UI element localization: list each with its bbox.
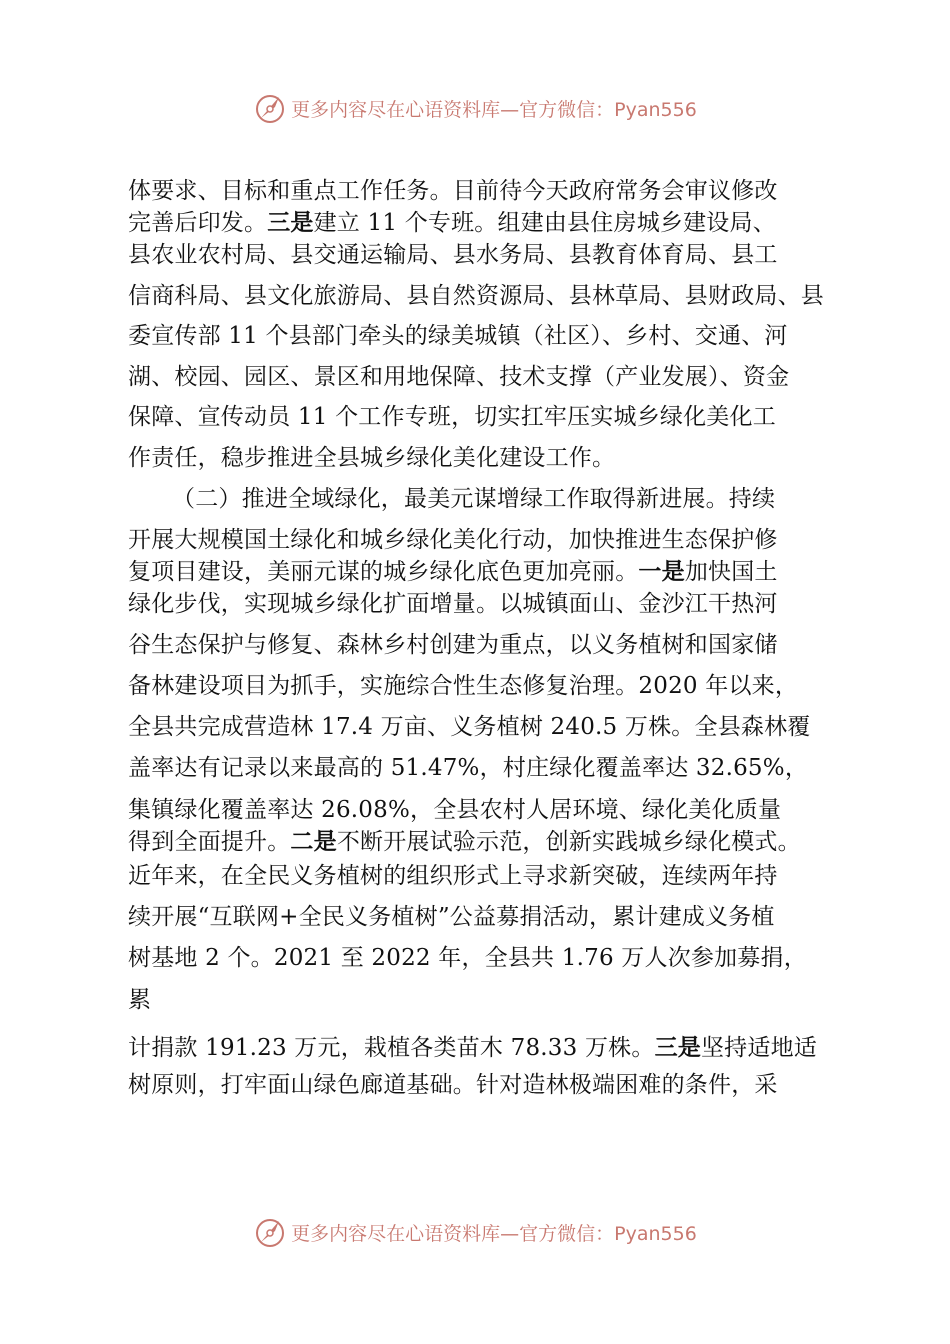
header-watermark xyxy=(0,88,950,128)
text-line: 开展大规模国土绿化和城乡绿化美化行动，加快推进生态保护修 xyxy=(128,527,778,553)
footer-watermark xyxy=(0,1212,950,1252)
section-heading-line: （二）推进全域绿化，最美元谋增绿工作取得新进展。持续 xyxy=(172,486,776,512)
feather-pen-logo-icon xyxy=(253,91,287,125)
footer-watermark-text: 更多内容尽在心语资料库—官方微信：Pyan556 xyxy=(291,1222,697,1245)
text-line: 盖率达有记录以来最高的 51.47%，村庄绿化覆盖率达 32.65%， xyxy=(128,755,809,781)
text-line: 树基地 2 个。2021 至 2022 年，全县共 1.76 万人次参加募捐， xyxy=(128,945,807,971)
text-line: 保障、宣传动员 11 个工作专班，切实扛牢压实城乡绿化美化工 xyxy=(128,404,776,430)
text-line: 近年来，在全民义务植树的组织形式上寻求新突破，连续两年持 xyxy=(128,863,778,889)
text-line: 作责任，稳步推进全县城乡绿化美化建设工作。 xyxy=(128,445,616,471)
bold-marker: 三是 xyxy=(654,1035,701,1061)
text-line: 复项目建设，美丽元谋的城乡绿化底色更加亮丽。一是加快国土 xyxy=(128,559,778,585)
text-line: 信商科局、县文化旅游局、县自然资源局、县林草局、县财政局、县 xyxy=(128,283,824,309)
text-line: 体要求、目标和重点工作任务。目前待今天政府常务会审议修改 xyxy=(128,178,778,204)
text-line: 湖、校园、园区、景区和用地保障、技术支撑（产业发展）、资金 xyxy=(128,364,790,390)
text-line: 委宣传部 11 个县部门牵头的绿美城镇（社区）、乡村、交通、河 xyxy=(128,323,788,349)
text-line: 集镇绿化覆盖率达 26.08%，全县农村人居环境、绿化美化质量 xyxy=(128,797,782,823)
text-line: 续开展“互联网+全民义务植树”公益募捐活动，累计建成义务植 xyxy=(128,904,775,930)
text-line: 绿化步伐，实现城乡绿化扩面增量。以城镇面山、金沙江干热河 xyxy=(128,591,778,617)
feather-pen-logo-icon xyxy=(253,1215,287,1249)
text-line: 县农业农村局、县交通运输局、县水务局、县教育体育局、县工 xyxy=(128,242,778,268)
text-line: 备林建设项目为抓手，实施综合性生态修复治理。2020 年以来， xyxy=(128,673,799,699)
bold-marker: 二是 xyxy=(290,829,337,855)
text-line: 树原则，打牢面山绿色廊道基础。针对造林极端困难的条件，采 xyxy=(128,1072,778,1098)
bold-marker: 三是 xyxy=(267,210,314,236)
text-line: 得到全面提升。二是不断开展试验示范，创新实践城乡绿化模式。 xyxy=(128,829,801,855)
text-line: 完善后印发。三是建立 11 个专班。组建由县住房城乡建设局、 xyxy=(128,210,776,236)
text-line: 全县共完成营造林 17.4 万亩、义务植树 240.5 万株。全县森林覆 xyxy=(128,714,811,740)
header-watermark-text: 更多内容尽在心语资料库—官方微信：Pyan556 xyxy=(291,98,697,121)
text-line: 累 xyxy=(128,987,152,1013)
text-line: 计捐款 191.23 万元，栽植各类苗木 78.33 万株。三是坚持适地适 xyxy=(128,1035,817,1061)
text-line: 谷生态保护与修复、森林乡村创建为重点，以义务植树和国家储 xyxy=(128,632,778,658)
bold-marker: 一是 xyxy=(638,559,685,585)
